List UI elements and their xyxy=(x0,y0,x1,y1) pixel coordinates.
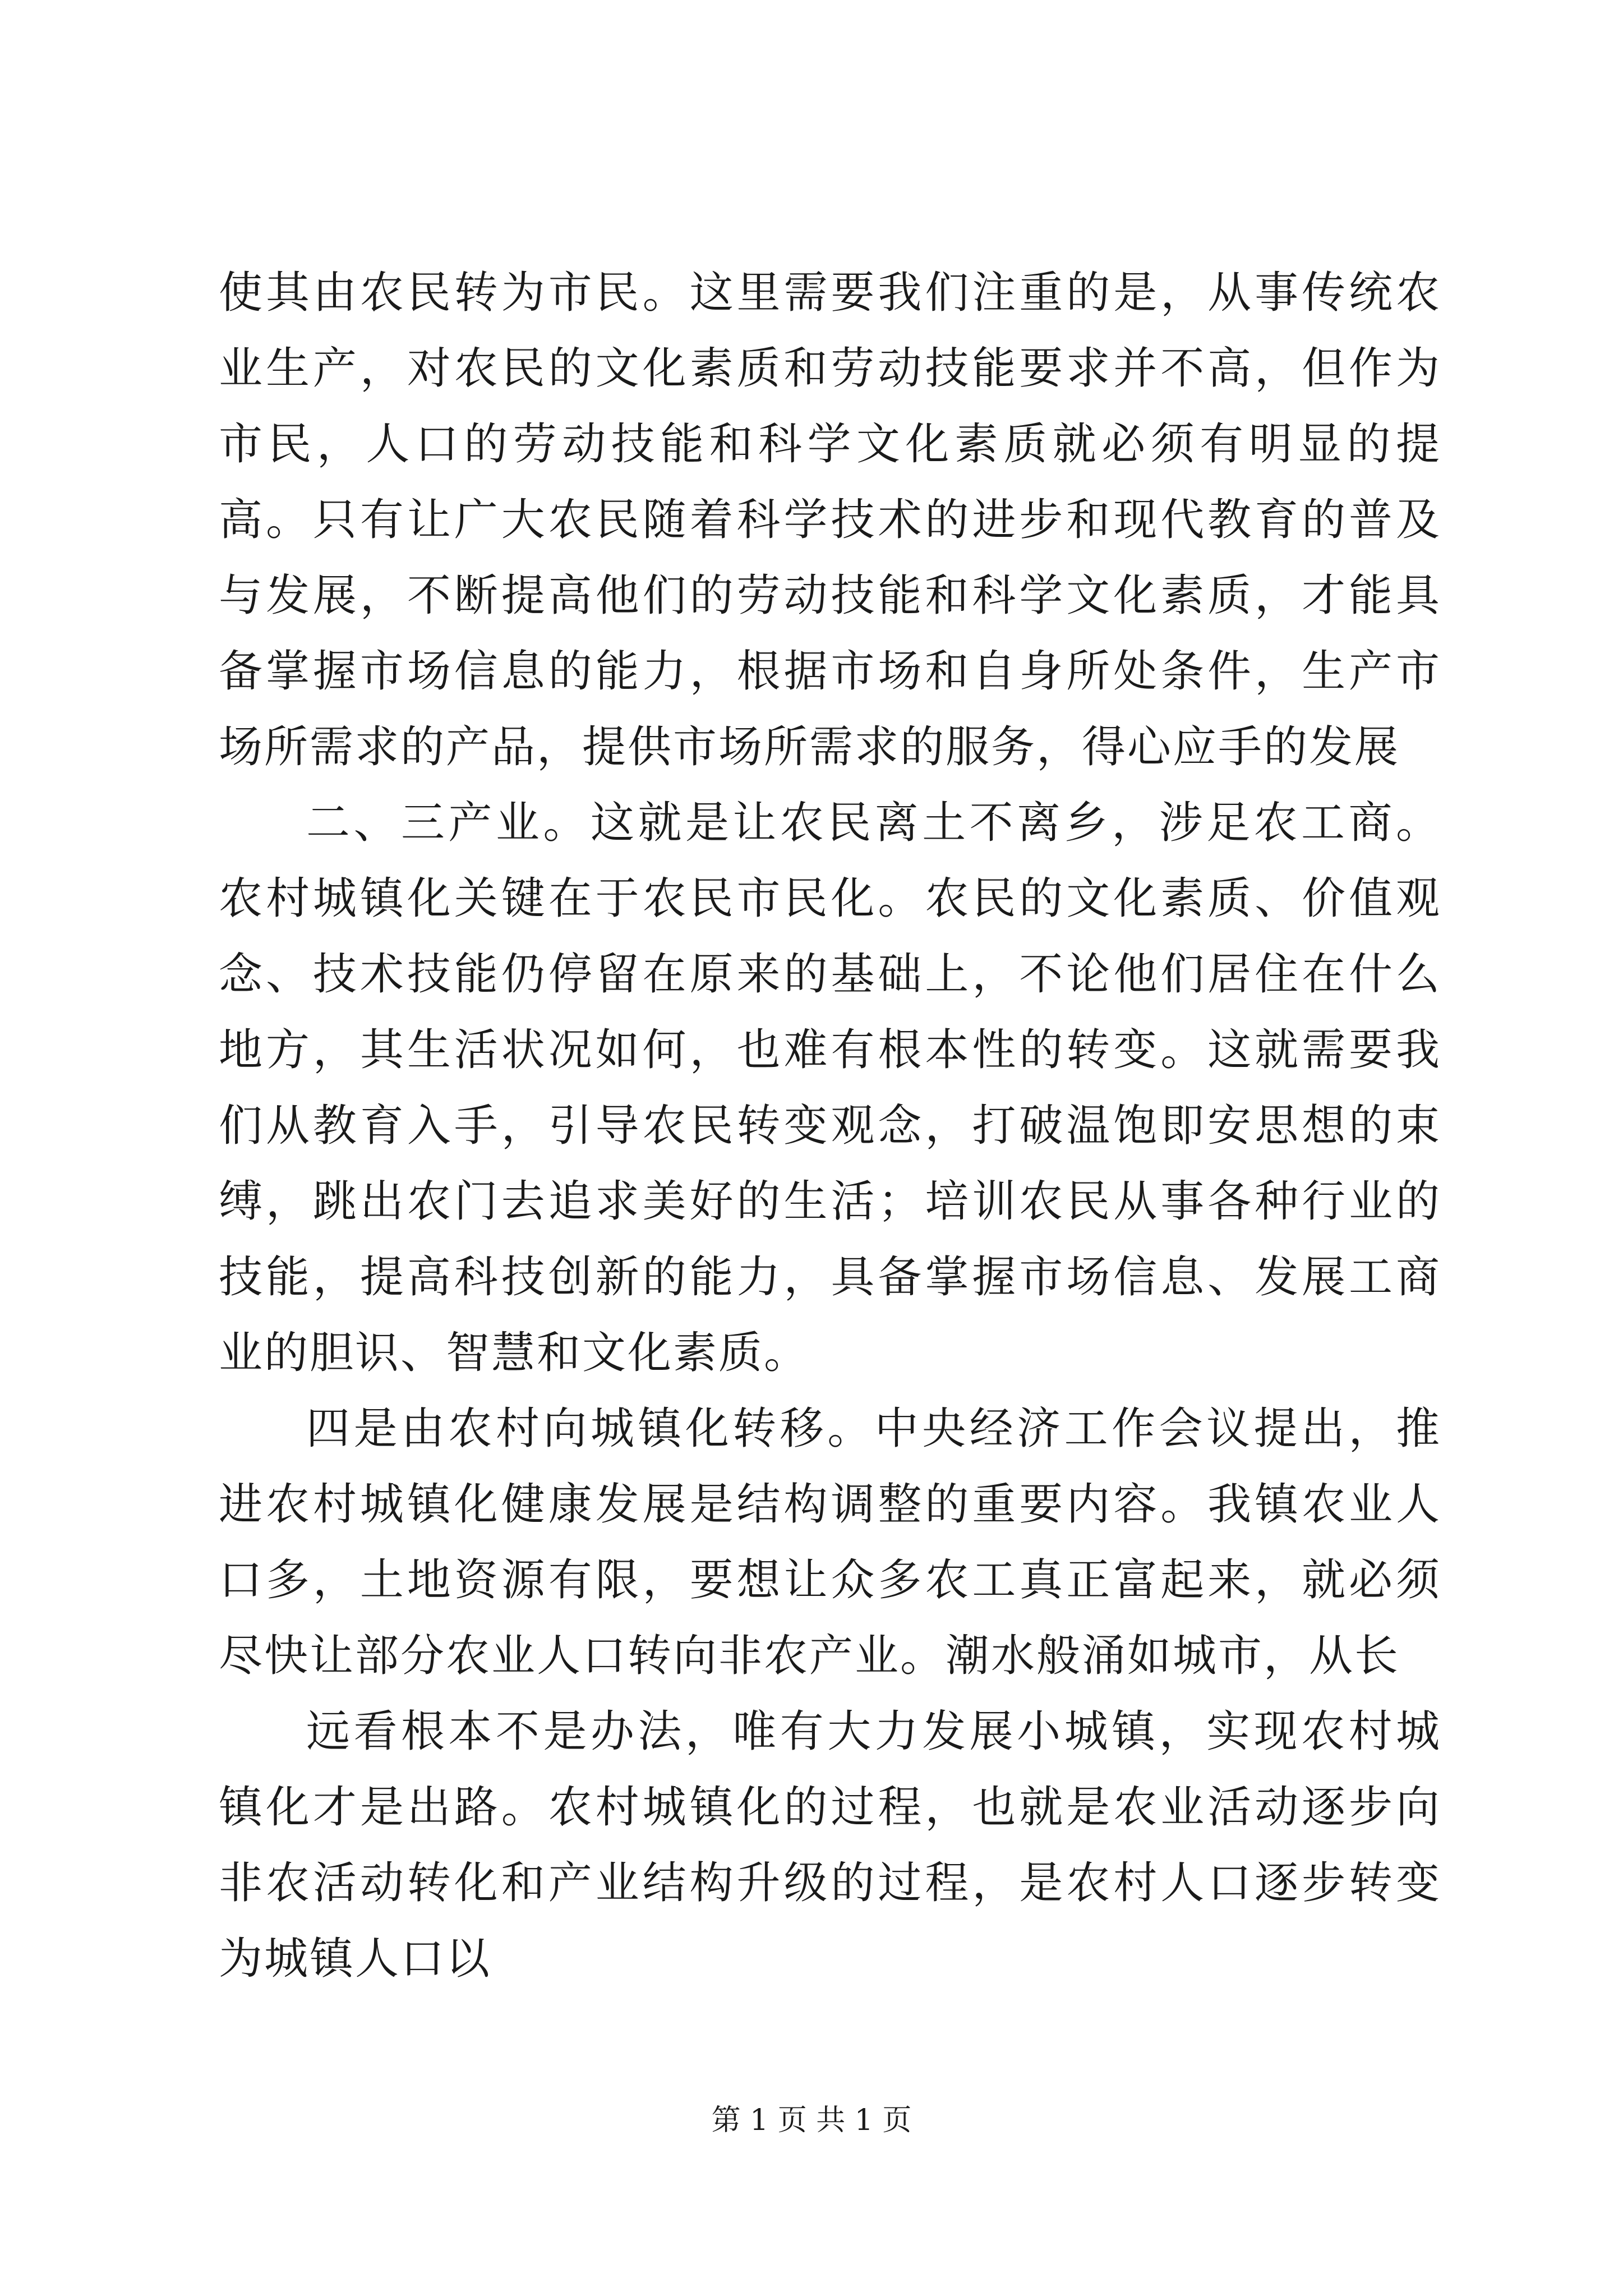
paragraph-1: 使其由农民转为市民。这里需要我们注重的是，从事传统农业生产，对农民的文化素质和劳动技能要求并不高，但作为市民，人口的劳动技能和科学文化素质就必须有明显的提高。只有让广大农民随着科学技术的进步和现代教育的普及与发展，不断提高他们的劳动技能和科学文化素质，才能具备掌握市场信息的能力，根据市场和自身所处条件，生产市场所需求的产品，提供市场所需求的服务，得心应手的发展 xyxy=(219,268,1441,772)
paragraph-2: 二、三产业。这就是让农民离土不离乡，涉足农工商。农村城镇化关键在于农民市民化。农民的文化素质、价值观念、技术技能仍停留在原来的基础上，不论他们居住在什么地方，其生活状况如何，也难有根本性的转变。这就需要我们从教育入手，引导农民转变观念，打破温饱即安思想的束缚，跳出农门去追求美好的生活；培训农民从事各种行业的技能，提高科技创新的能力，具备掌握市场信息、发展工商业的胆识、智慧和文化素质。 xyxy=(219,798,1441,1378)
page-footer: 第 1 页 共 1 页 xyxy=(711,2104,912,2137)
paragraph-4: 远看根本不是办法，唯有大力发展小城镇，实现农村城镇化才是出路。农村城镇化的过程，也就是农业活动逐步向非农活动转化和产业结构升级的过程，是农村人口逐步转变为城镇人口以 xyxy=(219,1706,1441,1984)
document-body xyxy=(219,255,1441,1997)
paragraph-3: 四是由农村向城镇化转移。中央经济工作会议提出，推进农村城镇化健康发展是结构调整的重要内容。我镇农业人口多，土地资源有限，要想让众多农工真正富起来，就必须尽快让部分农业人口转向非农产业。潮水般涌如城市，从长 xyxy=(219,1404,1441,1681)
